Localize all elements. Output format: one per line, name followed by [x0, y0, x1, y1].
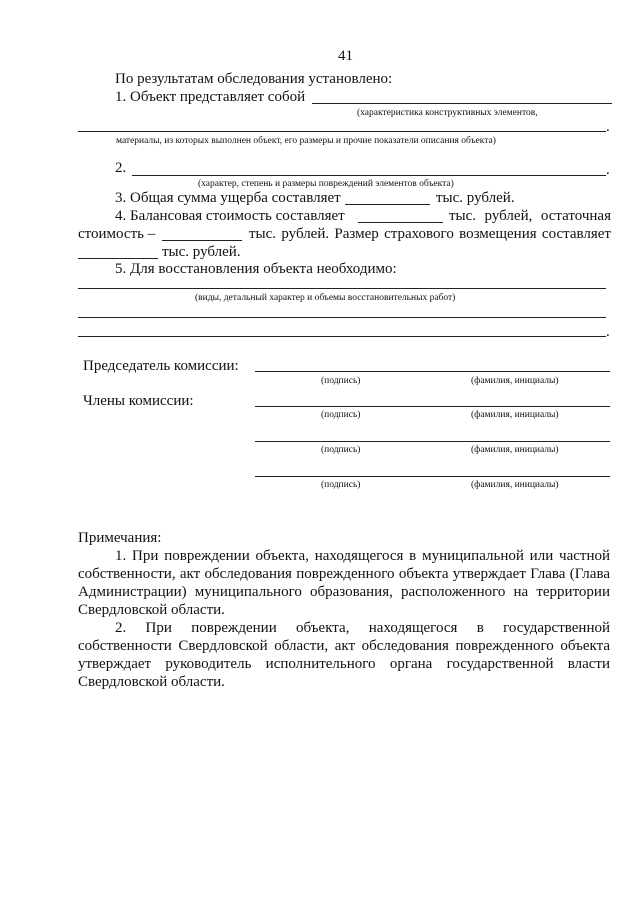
- member1-signature-hint: (подпись): [321, 410, 361, 420]
- item2-fill-line[interactable]: [132, 175, 606, 176]
- chairman-name-hint: (фамилия, инициалы): [471, 376, 559, 386]
- item1-hint-2: материалы, из которых выполнен объект, его размеры и прочие показатели описания объекта): [116, 136, 496, 146]
- page-number: 41: [338, 48, 353, 64]
- item1-fill-line[interactable]: [312, 103, 612, 104]
- note-1-line-1: 1. При повреждении объекта, находящегося в муниципальной или частной: [115, 548, 610, 564]
- item3-prefix: 3. Общая сумма ущерба составляет: [115, 190, 341, 206]
- item5-fill-line-2[interactable]: [78, 317, 606, 318]
- note-1-line-3: Администрации) муниципального образования, расположенного на территории: [78, 584, 610, 600]
- item5-fill-line-3[interactable]: [78, 336, 606, 337]
- item1-fill-line-2[interactable]: [78, 131, 606, 132]
- item2-period: .: [606, 162, 610, 178]
- item2-hint: (характер, степень и размеры повреждений элементов объекта): [198, 179, 454, 189]
- item3-suffix: тыс. рублей.: [436, 190, 515, 206]
- survey-heading: По результатам обследования установлено:: [115, 71, 393, 87]
- item5-hint: (виды, детальный характер и объемы восстановительных работ): [195, 293, 456, 303]
- item4-line2-suffix: тыс. рублей. Размер страхового возмещения составляет: [249, 226, 611, 242]
- item4-line2-prefix: стоимость –: [78, 226, 156, 242]
- chairman-label: Председатель комиссии:: [83, 358, 239, 374]
- note-1: [78, 547, 610, 619]
- notes-title: Примечания:: [78, 530, 162, 546]
- member1-name-hint: (фамилия, инициалы): [471, 410, 559, 420]
- member2-signature-hint: (подпись): [321, 445, 361, 455]
- item4-balance-field[interactable]: [358, 222, 443, 223]
- note-2: [78, 619, 610, 691]
- member3-signature-hint: (подпись): [321, 480, 361, 490]
- member2-name-hint: (фамилия, инициалы): [471, 445, 559, 455]
- member3-name-hint: (фамилия, инициалы): [471, 480, 559, 490]
- note-2-line-3: утверждает руководитель исполнительного органа государственной власти: [78, 656, 610, 672]
- item5-label: 5. Для восстановления объекта необходимо:: [115, 261, 397, 277]
- item4-insurance-field[interactable]: [78, 258, 158, 259]
- note-2-line-4: Свердловской области.: [78, 674, 225, 690]
- item1-period: .: [606, 119, 610, 135]
- chairman-signature-hint: (подпись): [321, 376, 361, 386]
- note-1-line-4: Свердловской области.: [78, 602, 225, 618]
- item3-amount-field[interactable]: [345, 204, 430, 205]
- member3-signature-line[interactable]: [255, 476, 610, 477]
- item4-residual-field[interactable]: [162, 240, 242, 241]
- item5-period: .: [606, 324, 610, 340]
- note-1-line-2: собственности, акт обследования поврежденного объекта утверждает Глава (Глава: [78, 566, 610, 582]
- members-label: Члены комиссии:: [83, 393, 194, 409]
- item1-label: 1. Объект представляет собой: [115, 89, 306, 105]
- item4-line3-suffix: тыс. рублей.: [162, 244, 241, 260]
- member2-signature-line[interactable]: [255, 441, 610, 442]
- item4-line1-prefix: 4. Балансовая стоимость составляет: [115, 208, 345, 224]
- note-2-line-1: 2. При повреждении объекта, находящегося в государственной: [115, 620, 610, 636]
- item5-fill-line-1[interactable]: [78, 288, 606, 289]
- note-2-line-2: собственности Свердловской области, акт обследования поврежденного объекта: [78, 638, 610, 654]
- item2-label: 2.: [115, 160, 127, 176]
- member1-signature-line[interactable]: [255, 406, 610, 407]
- chairman-signature-line[interactable]: [255, 371, 610, 372]
- item4-line1-suffix: тыс. рублей, остаточная: [449, 208, 611, 224]
- item1-hint-1: (характеристика конструктивных элементов,: [357, 108, 538, 118]
